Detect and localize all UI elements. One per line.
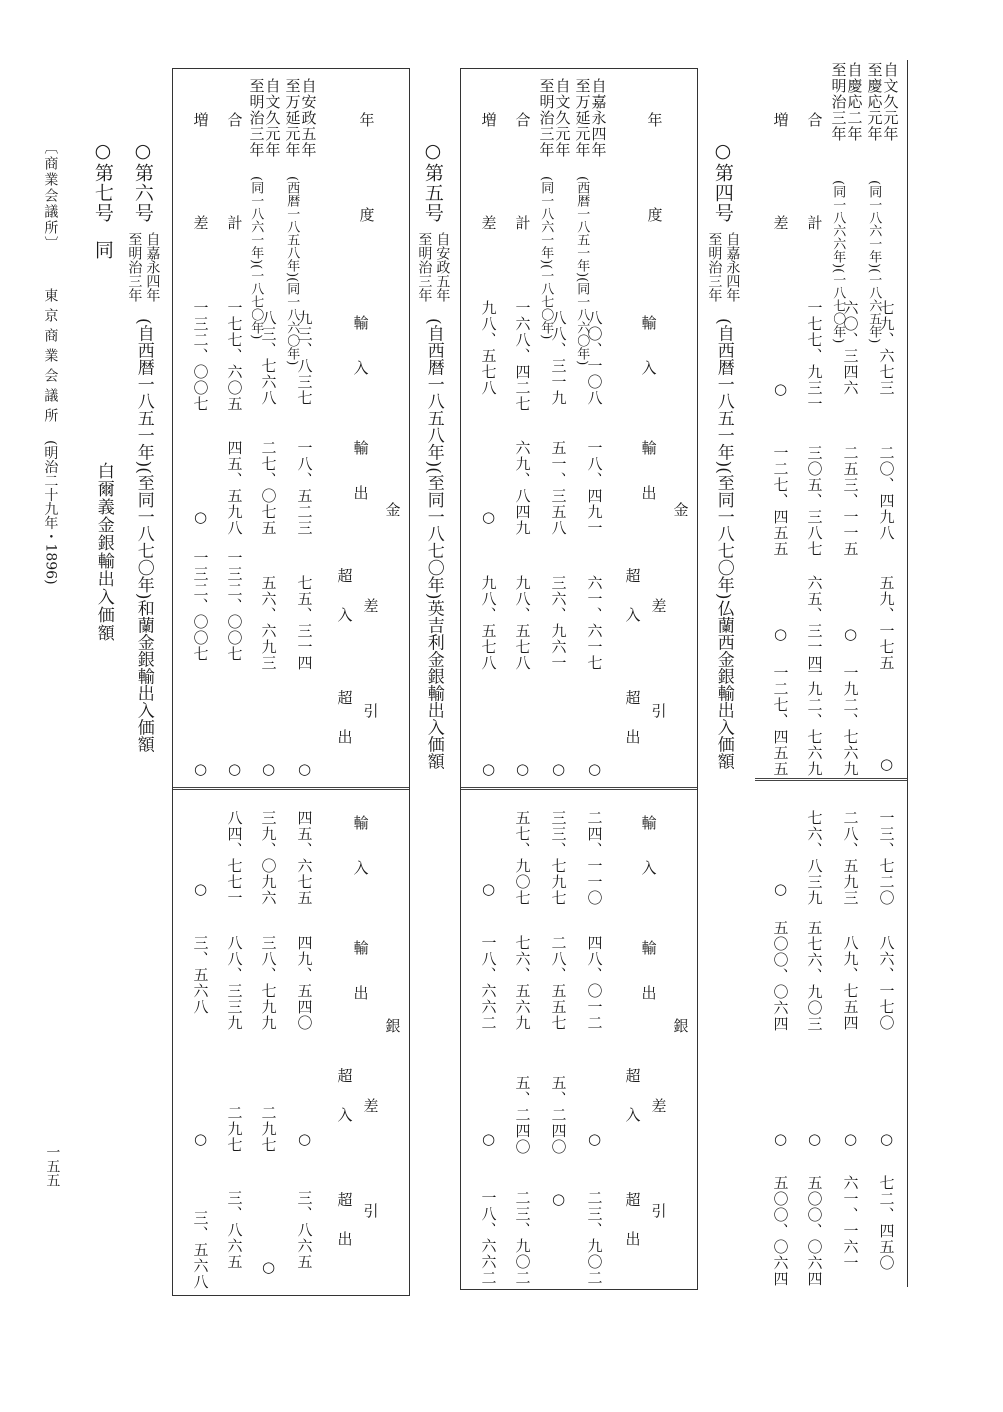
no6-header-gold-import: 輸入 xyxy=(351,315,370,405)
no4-total-label-a: 合 xyxy=(805,112,824,127)
no6-diff-gold-diff-out: ○ xyxy=(191,760,210,779)
no6-row2-silver-diff-out: ○ xyxy=(259,1258,278,1277)
no4-total-gold-diff-out: 一九二、七六九 xyxy=(805,665,824,777)
no6-title-period-b: 至明治三年 xyxy=(126,232,143,302)
no4-diff-gold-export: 一二七、四五五 xyxy=(771,445,790,557)
no5-row2-label-a: 自文久元年 xyxy=(553,78,572,158)
no5-total-label-b: 計 xyxy=(513,215,532,230)
no6-header-silver-sahiki: 差引 xyxy=(361,1098,380,1308)
no5-diff-gold-diff-out: ○ xyxy=(479,760,498,779)
no4-row2-gold-diff-in: ○ xyxy=(841,625,860,644)
no4-row1-silver-export: 八六、一七〇 xyxy=(877,935,896,1031)
no6-diff-gold-diff-in: 一三二、〇〇七 xyxy=(191,550,210,662)
no5-total-gold-import: 一六八、四二七 xyxy=(513,300,532,412)
no4-row2-silver-diff-in: ○ xyxy=(841,1130,860,1149)
no4-row2-silver-import: 二八、五九三 xyxy=(841,810,860,906)
no6-header-nendo: 年度 xyxy=(357,112,376,302)
no4-diff-gold-diff-out: 一二七、四五五 xyxy=(771,665,790,777)
no4-diff-silver-diff-out: 五〇〇、〇六四 xyxy=(771,1175,790,1287)
no6-diff-silver-diff-in: ○ xyxy=(191,1130,210,1149)
no4-diff-silver-diff-in: ○ xyxy=(771,1130,790,1149)
no4-diff-silver-import: ○ xyxy=(771,880,790,899)
no5-row1-label-a: 自嘉永四年 xyxy=(589,78,608,158)
no6-title-rest: (自西暦一八五一年)(至同一八七〇年)和蘭金銀輸出入価額 xyxy=(133,318,154,753)
no6-row1-year: (西暦一八五八年)(同一八六〇年) xyxy=(284,176,300,366)
no4-row2-label-a: 自慶応二年 xyxy=(845,62,864,142)
no6-total-silver-diff-in: 二九七 xyxy=(225,1105,244,1153)
no5-header-gold-import: 輸入 xyxy=(639,315,658,405)
no5-header-gold-sahiki: 差引 xyxy=(649,598,668,808)
no5-total-silver-diff-out: 二三、九〇二 xyxy=(513,1190,532,1286)
no6-row1-gold-diff-out: ○ xyxy=(295,760,314,779)
no5-header-gold-export: 輸出 xyxy=(639,440,658,530)
page-number: 一五五 xyxy=(44,1145,61,1187)
no6-total-gold-diff-out: ○ xyxy=(225,760,244,779)
no6-diff-label-b: 差 xyxy=(191,215,210,230)
no4-row2-gold-diff-out: 一九二、七六九 xyxy=(841,665,860,777)
no5-header-silver-shutsucho: 超出 xyxy=(623,1192,642,1270)
no6-header-gold-shutsucho: 超出 xyxy=(335,690,354,768)
no5-header-gold: 金 xyxy=(671,502,690,517)
no5-row1-silver-diff-in: ○ xyxy=(585,1130,604,1149)
no4-row1-silver-diff-out: 七二、四五〇 xyxy=(877,1175,896,1271)
no4-row1-year: (同一八六一年)(一八六五年) xyxy=(866,180,882,344)
no4-total-silver-diff-in: ○ xyxy=(805,1130,824,1149)
no6-row1-silver-diff-in: ○ xyxy=(295,1130,314,1149)
no7-title-mid: 同 xyxy=(91,240,114,260)
no6-diff-gold-export: ○ xyxy=(191,508,210,527)
no4-row1-gold-import: 七九、六七三 xyxy=(877,300,896,396)
no5-row1-gold-import: 八〇、一〇八 xyxy=(585,310,604,406)
no6-header-silver-import: 輸入 xyxy=(351,815,370,905)
no5-header-silver: 銀 xyxy=(671,1018,690,1033)
no6-total-gold-diff-in: 一三二、〇〇七 xyxy=(225,550,244,662)
no5-diff-gold-diff-in: 九八、五七八 xyxy=(479,575,498,671)
no6-row2-gold-diff-in: 五六、六九三 xyxy=(259,575,278,671)
no4-row2-gold-export: 二五三、一一五 xyxy=(841,445,860,557)
source-label: 〔商業会議所〕 xyxy=(42,140,59,252)
no6-header-gold-nyucho: 超入 xyxy=(335,568,354,646)
no4-diff-silver-export: 五〇〇、〇六四 xyxy=(771,920,790,1032)
no6-row1-gold-diff-in: 七五、三一四 xyxy=(295,575,314,671)
no5-row2-silver-diff-in: 五、二四〇 xyxy=(549,1075,568,1155)
no5-row2-gold-export: 五一、三五八 xyxy=(549,440,568,536)
no5-title-period-b: 至明治三年 xyxy=(416,232,433,302)
no4-diff-label-a: 増 xyxy=(771,112,790,127)
no4-diff-gold-diff-in: ○ xyxy=(771,625,790,644)
no5-row1-gold-export: 一八、四九一 xyxy=(585,440,604,536)
no5-row2-label-b: 至明治三年 xyxy=(537,78,556,158)
no6-row1-label-a: 自安政五年 xyxy=(299,78,318,158)
no4-title-period-a: 自嘉永四年 xyxy=(724,232,741,302)
no5-row2-year: (同一八六一年)(一八七〇年) xyxy=(538,176,554,340)
no5-row1-year: (西暦一八五一年)(同一八六〇年) xyxy=(574,176,590,366)
no5-diff-silver-diff-out: 一八、六六二 xyxy=(479,1190,498,1286)
no6-header-gold-sahiki: 差引 xyxy=(361,598,380,808)
no6-row1-silver-import: 四五、六七五 xyxy=(295,810,314,906)
no5-row1-gold-diff-in: 六一、六一七 xyxy=(585,575,604,671)
no4-row1-label-b: 至慶応元年 xyxy=(865,62,884,142)
no6-header-gold-export: 輸出 xyxy=(351,440,370,530)
no6-diff-gold-import: 一三二、〇〇七 xyxy=(191,300,210,412)
no4-row1-silver-import: 一三、七二〇 xyxy=(877,810,896,906)
no6-diff-silver-diff-out: 三、五六八 xyxy=(191,1210,210,1290)
no7-title-rest: 白爾義金銀輸出入価額 xyxy=(93,462,114,642)
no6-row2-silver-export: 三八、七九九 xyxy=(259,935,278,1031)
no5-row1-label-b: 至万延元年 xyxy=(573,78,592,158)
no5-total-silver-diff-in: 五、二四〇 xyxy=(513,1075,532,1155)
no5-total-gold-export: 六九、八四九 xyxy=(513,440,532,536)
no5-diff-silver-import: ○ xyxy=(479,880,498,899)
no5-row2-gold-import: 八八、三一九 xyxy=(549,310,568,406)
no6-row1-label-b: 至万延元年 xyxy=(283,78,302,158)
no6-header-silver: 銀 xyxy=(383,1018,402,1033)
no6-row2-gold-export: 二七、〇七五 xyxy=(259,440,278,536)
no5-header-silver-sahiki: 差引 xyxy=(649,1098,668,1308)
no5-row2-gold-diff-out: ○ xyxy=(549,760,568,779)
no6-diff-label-a: 増 xyxy=(191,112,210,127)
no4-total-gold-import: 一七七、九三一 xyxy=(805,300,824,412)
no6-row2-label-a: 自文久元年 xyxy=(263,78,282,158)
no6-row1-silver-export: 四九、五四〇 xyxy=(295,935,314,1031)
no5-header-nendo: 年度 xyxy=(645,112,664,302)
no4-row1-gold-diff-in: 五九、一七五 xyxy=(877,575,896,671)
gold-silver-divider xyxy=(755,778,907,781)
no5-header-silver-export: 輸出 xyxy=(639,940,658,1030)
no5-diff-silver-diff-in: ○ xyxy=(479,1130,498,1149)
no5-total-silver-export: 七六、五六九 xyxy=(513,935,532,1031)
no6-row2-silver-import: 三九、〇九六 xyxy=(259,810,278,906)
date-label: (明治二十九年・1896) xyxy=(42,440,59,585)
no6-header-silver-export: 輸出 xyxy=(351,940,370,1030)
no7-title-number: ○第七号 xyxy=(91,140,114,223)
no4-row2-silver-export: 八九、七五四 xyxy=(841,935,860,1031)
no4-row1-silver-diff-in: ○ xyxy=(877,1130,896,1149)
no4-diff-gold-import: ○ xyxy=(771,380,790,399)
no5-diff-label-b: 差 xyxy=(479,215,498,230)
no6-row2-year: (同一八六一年)(一八七〇年) xyxy=(248,176,264,340)
no5-header-silver-import: 輸入 xyxy=(639,815,658,905)
no5-diff-gold-import: 九八、五七八 xyxy=(479,300,498,396)
no6-header-silver-shutsucho: 超出 xyxy=(335,1192,354,1270)
no5-diff-label-a: 増 xyxy=(479,112,498,127)
organization: 東京商業会議所 xyxy=(42,288,59,428)
no6-row2-gold-import: 八三、七六八 xyxy=(259,310,278,406)
no6-row2-silver-diff-in: 二九七 xyxy=(259,1105,278,1153)
no4-total-silver-diff-out: 五〇〇、〇六四 xyxy=(805,1175,824,1287)
no6-total-label-a: 合 xyxy=(225,112,244,127)
no5-row2-gold-diff-in: 三六、九六一 xyxy=(549,575,568,671)
no6-total-silver-diff-out: 三、八六五 xyxy=(225,1190,244,1270)
no5-row2-silver-import: 三三、七九七 xyxy=(549,810,568,906)
no5-row2-silver-export: 二八、五五七 xyxy=(549,935,568,1031)
no4-total-label-b: 計 xyxy=(805,215,824,230)
no6-diff-silver-export: 三、五六八 xyxy=(191,935,210,1015)
no4-total-gold-diff-in: 六五、三一四 xyxy=(805,575,824,671)
no6-title-period-a: 自嘉永四年 xyxy=(144,232,161,302)
no6-total-silver-import: 八四、七七一 xyxy=(225,810,244,906)
no4-row2-year: (同一八六六年)(一八七〇年) xyxy=(830,180,846,344)
no5-row1-silver-import: 二四、一一〇 xyxy=(585,810,604,906)
no4-title-rest: (自西暦一八五一年)(至同一八七〇年)仏蘭西金銀輸出入価額 xyxy=(713,318,734,770)
no6-title-number: ○第六号 xyxy=(131,140,154,223)
no5-title-period-a: 自安政五年 xyxy=(434,232,451,302)
no4-row1-label-a: 自文久元年 xyxy=(881,62,900,142)
no4-row2-label-b: 至明治三年 xyxy=(829,62,848,142)
no6-row1-silver-diff-out: 三、八六五 xyxy=(295,1190,314,1270)
no4-total-silver-import: 七六、八三九 xyxy=(805,810,824,906)
no4-title-period-b: 至明治三年 xyxy=(706,232,723,302)
no4-diff-label-b: 差 xyxy=(771,215,790,230)
no6-diff-silver-import: ○ xyxy=(191,880,210,899)
no6-header-gold: 金 xyxy=(383,502,402,517)
no5-header-gold-shutsucho: 超出 xyxy=(623,690,642,768)
no6-total-silver-export: 八八、三三九 xyxy=(225,935,244,1031)
no6-row1-gold-import: 九三、八三七 xyxy=(295,310,314,406)
no5-row2-silver-diff-out: ○ xyxy=(549,1190,568,1209)
no5-total-silver-import: 五七、九〇七 xyxy=(513,810,532,906)
no5-row1-gold-diff-out: ○ xyxy=(585,760,604,779)
no5-title-number: ○第五号 xyxy=(421,140,444,223)
no5-row1-silver-diff-out: 二三、九〇二 xyxy=(585,1190,604,1286)
no4-title-number: ○第四号 xyxy=(711,140,734,223)
no4-total-silver-export: 五七六、九〇三 xyxy=(805,920,824,1032)
no4-row2-silver-diff-out: 六一、一六一 xyxy=(841,1175,860,1271)
no6-header-silver-nyucho: 超入 xyxy=(335,1068,354,1146)
no4-row1-gold-diff-out: ○ xyxy=(877,755,896,774)
no5-total-gold-diff-out: ○ xyxy=(513,760,532,779)
no6-row2-label-b: 至明治三年 xyxy=(247,78,266,158)
no6-total-gold-import: 一七七、六〇五 xyxy=(225,300,244,412)
no6-row1-gold-export: 一八、五二三 xyxy=(295,440,314,536)
no5-diff-silver-export: 一八、六六二 xyxy=(479,935,498,1031)
no4-row1-gold-export: 二〇、四九八 xyxy=(877,445,896,541)
no5-total-gold-diff-in: 九八、五七八 xyxy=(513,575,532,671)
no6-total-label-b: 計 xyxy=(225,215,244,230)
no5-total-label-a: 合 xyxy=(513,112,532,127)
no5-diff-gold-export: ○ xyxy=(479,508,498,527)
no4-total-gold-export: 三〇五、三八七 xyxy=(805,445,824,557)
no4-row2-gold-import: 六〇、三四六 xyxy=(841,300,860,396)
no5-header-gold-nyucho: 超入 xyxy=(623,568,642,646)
no5-header-silver-nyucho: 超入 xyxy=(623,1068,642,1146)
no5-row1-silver-export: 四八、〇一二 xyxy=(585,935,604,1031)
no6-row2-gold-diff-out: ○ xyxy=(259,760,278,779)
no6-total-gold-export: 四五、五九八 xyxy=(225,440,244,536)
no5-title-rest: (自西暦一八五八年)(至同一八七〇年)英吉利金銀輸出入価額 xyxy=(423,318,444,770)
